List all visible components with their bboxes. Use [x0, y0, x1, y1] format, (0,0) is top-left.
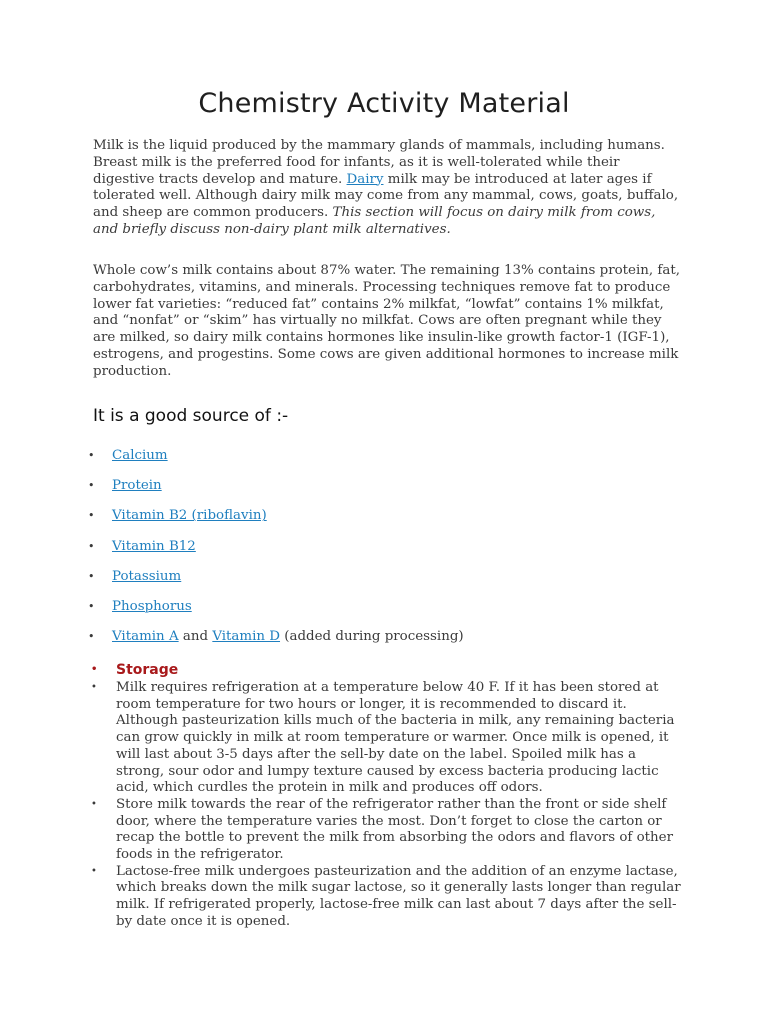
- storage-list: [88, 660, 688, 931]
- dairy-link[interactable]: Dairy: [346, 171, 384, 187]
- nutrient-list: [88, 446, 464, 657]
- nutrient-link-potassium[interactable]: Potassium: [112, 568, 182, 584]
- nutrient-link-calcium[interactable]: Calcium: [112, 448, 168, 463]
- nutrient-link-vitamin-b2[interactable]: Vitamin B2 (riboflavin): [112, 508, 267, 524]
- composition-paragraph: Whole cow’s milk contains about 87% water. The remaining 13% contains protein, fat, carbohydrates, vitamins, and minerals. Processing techniques remove fat to produce lower fat varieties: “reduced fat” contains 2% milkfat, “lowfat” contains 1% milkfat, and “nonfat” or “skim” has virtually no milkfat. Cows are often pregnant while they are milked, so dairy milk contains hormones like insulin-like growth factor-1 (IGF-1), estrogens, and progestins. Some cows are given additional hormones to increase milk production.: [93, 263, 680, 379]
- bullet-icon: •: [88, 539, 95, 553]
- nutrient-link-protein[interactable]: Protein: [112, 478, 162, 494]
- intro-text-start: Milk is the liquid produced by the mammary glands of mammals, including humans. Breast milk is the preferred food for infants, as it is well-tolerated while their digestive tracts develop and mature.: [93, 138, 665, 187]
- storage-text: Lactose-free milk undergoes pasteurization and the addition of an enzyme lactase, which breaks down the milk sugar lactose, so it generally lasts longer than regular milk. If refrigerated properly, lactose-free milk can last about 7 days after the sell-by date once it is opened.: [116, 863, 681, 929]
- storage-text: Store milk towards the rear of the refrigerator rather than the front or side shelf door, where the temperature varies the most. Don’t forget to close the carton or recap the bottle to prevent the milk from absorbing the odors and flavors of other foods in the refrigerator.: [116, 796, 674, 863]
- nutrient-joiner: and: [178, 629, 213, 645]
- list-item: [88, 567, 464, 597]
- nutrient-link-vitamin-b12[interactable]: Vitamin B12: [112, 538, 196, 554]
- bullet-icon: •: [91, 682, 97, 693]
- intro-paragraph: [93, 138, 683, 239]
- list-item: [88, 797, 688, 864]
- page-title: Chemistry Activity Material: [198, 88, 570, 119]
- list-item: [88, 446, 464, 476]
- list-item: [88, 864, 688, 931]
- bullet-icon: •: [88, 449, 95, 462]
- bullet-icon: •: [88, 569, 95, 583]
- list-item: [88, 627, 464, 657]
- source-heading: It is a good source of :-: [93, 406, 289, 426]
- list-item: [88, 506, 464, 536]
- bullet-icon: •: [88, 599, 95, 613]
- bullet-icon: •: [88, 509, 95, 523]
- nutrient-suffix: (added during processing): [280, 629, 464, 645]
- bullet-icon: •: [88, 630, 95, 644]
- list-item: [88, 537, 464, 567]
- list-item: [88, 597, 464, 627]
- bullet-icon: •: [91, 865, 97, 877]
- storage-text: Milk requires refrigeration at a temperature below 40 F. If it has been stored at room temperature for two hours or longer, it is recommended to discard it. Although pasteurization kills much of the bacteria in milk, any remaining bacteria can grow quickly in milk at room temperature or warmer. Once milk is opened, it will last about 3-5 days after the sell-by date on the label. Spoiled milk has a strong, sour odor and lumpy texture caused by excess bacteria producing lactic acid, which curdles the protein in milk and produces off odors.: [116, 680, 675, 796]
- nutrient-link-vitamin-d[interactable]: Vitamin D: [212, 629, 281, 645]
- storage-heading: Storage: [116, 662, 179, 678]
- nutrient-link-vitamin-a[interactable]: Vitamin A: [112, 629, 179, 645]
- nutrient-link-phosphorus[interactable]: Phosphorus: [112, 598, 192, 614]
- intro-italic-note: This section will focus on dairy milk from cows, and briefly discuss non-dairy plant milk alternatives.: [93, 205, 656, 237]
- intro-text-end: milk may be introduced at later ages if tolerated well. Although dairy milk may come from any mammal, cows, goats, buffalo, and sheep are common producers.: [93, 171, 679, 221]
- bullet-icon: •: [91, 798, 97, 810]
- storage-heading-item: [88, 660, 688, 680]
- list-item: [88, 476, 464, 506]
- bullet-icon: •: [91, 664, 98, 675]
- bullet-icon: •: [88, 479, 95, 493]
- list-item: [88, 680, 688, 797]
